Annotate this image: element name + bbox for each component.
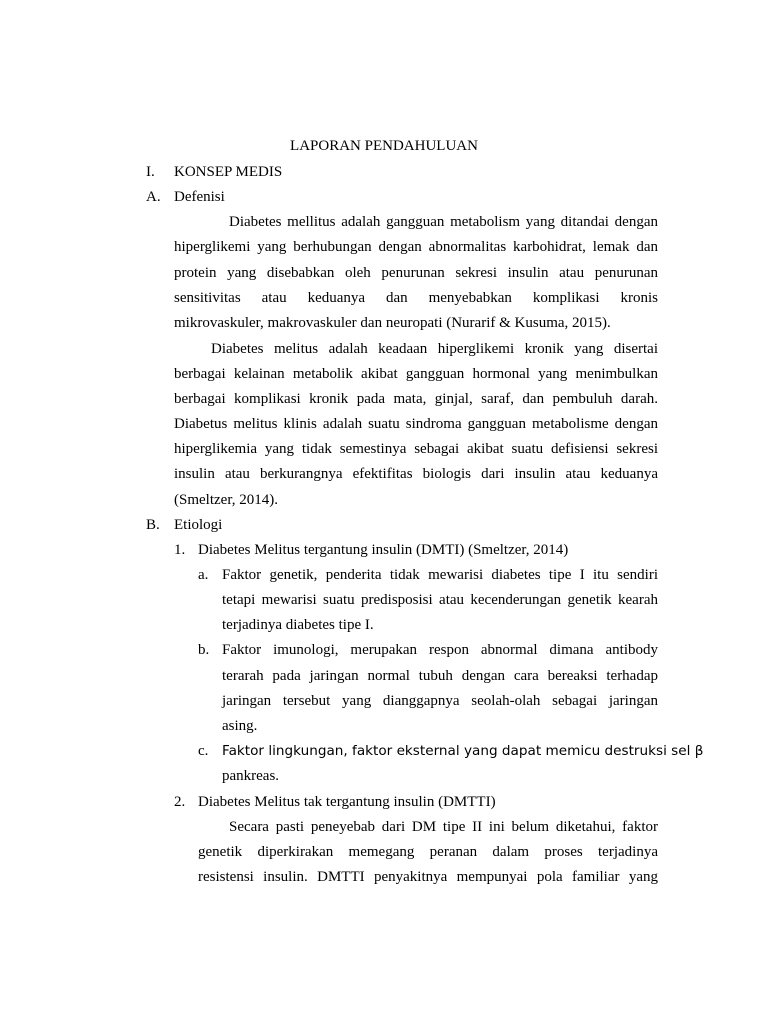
subsection-heading: Etiologi	[174, 517, 223, 533]
paragraph-line: sensitivitas atau keduanya dan menyebabkan komplikasi kronis	[174, 290, 658, 306]
paragraph-line: berbagai kelainan metabolik akibat gangguan hormonal yang menimbulkan	[174, 366, 658, 382]
list-item-text: Diabetes Melitus tak tergantung insulin (DMTTI)	[198, 794, 496, 810]
sublist-line: terjadinya diabetes tipe I.	[222, 617, 374, 633]
paragraph-line: hiperglikemi yang berhubungan dengan abnormalitas karbohidrat, lemak dan	[174, 239, 658, 255]
paragraph-line: genetik diperkirakan memegang peranan dalam proses terjadinya	[198, 844, 658, 860]
paragraph-line: protein yang disebabkan oleh penurunan sekresi insulin atau penurunan	[174, 265, 658, 281]
paragraph-line: (Smeltzer, 2014).	[174, 492, 278, 508]
list-item-text: Diabetes Melitus tergantung insulin (DMTI) (Smeltzer, 2014)	[198, 542, 569, 558]
paragraph-line: Diabetes mellitus adalah gangguan metabolism yang ditandai dengan	[229, 214, 658, 230]
section-number: I.	[146, 164, 155, 180]
paragraph-line: berbagai komplikasi kronik pada mata, ginjal, saraf, dan pembuluh darah.	[174, 391, 658, 407]
paragraph-line: resistensi insulin. DMTTI penyakitnya mempunyai pola familiar yang	[198, 869, 658, 885]
paragraph-line: mikrovaskuler, makrovaskuler dan neuropati (Nurarif & Kusuma, 2015).	[174, 315, 611, 331]
sublist-line: asing.	[222, 718, 258, 734]
sublist-line: terarah pada jaringan normal tubuh dengan cara bereaksi terhadap	[222, 668, 658, 684]
sublist-line: Faktor lingkungan, faktor eksternal yang dapat memicu destruksi sel β	[222, 743, 704, 759]
list-number: 1.	[174, 542, 186, 558]
sublist-marker: b.	[198, 642, 210, 658]
subsection-letter: B.	[146, 517, 160, 533]
sublist-marker: c.	[198, 743, 209, 759]
subsection-heading: Defenisi	[174, 189, 225, 205]
subsection-letter: A.	[146, 189, 161, 205]
sublist-marker: a.	[198, 567, 209, 583]
document-title: LAPORAN PENDAHULUAN	[290, 138, 478, 154]
sublist-line: jaringan tersebut yang dianggapnya seolah-olah sebagai jaringan	[222, 693, 658, 709]
paragraph-line: Diabetus melitus klinis adalah suatu sindroma gangguan metabolisme dengan	[174, 416, 658, 432]
paragraph-line: Secara pasti peneyebab dari DM tipe II ini belum diketahui, faktor	[229, 819, 658, 835]
paragraph-line: insulin atau berkurangnya efektifitas biologis dari insulin atau keduanya	[174, 466, 658, 482]
list-number: 2.	[174, 794, 186, 810]
sublist-line: Faktor genetik, penderita tidak mewarisi diabetes tipe I itu sendiri	[222, 567, 658, 583]
sublist-line: Faktor imunologi, merupakan respon abnormal dimana antibody	[222, 642, 658, 658]
sublist-line: tetapi mewarisi suatu predisposisi atau kecenderungan genetik kearah	[222, 592, 658, 608]
paragraph-line: hiperglikemia yang tidak semestinya sebagai akibat suatu defisiensi sekresi	[174, 441, 658, 457]
section-heading: KONSEP MEDIS	[174, 164, 283, 180]
sublist-line: pankreas.	[222, 768, 280, 784]
paragraph-line: Diabetes melitus adalah keadaan hiperglikemi kronik yang disertai	[211, 341, 658, 357]
